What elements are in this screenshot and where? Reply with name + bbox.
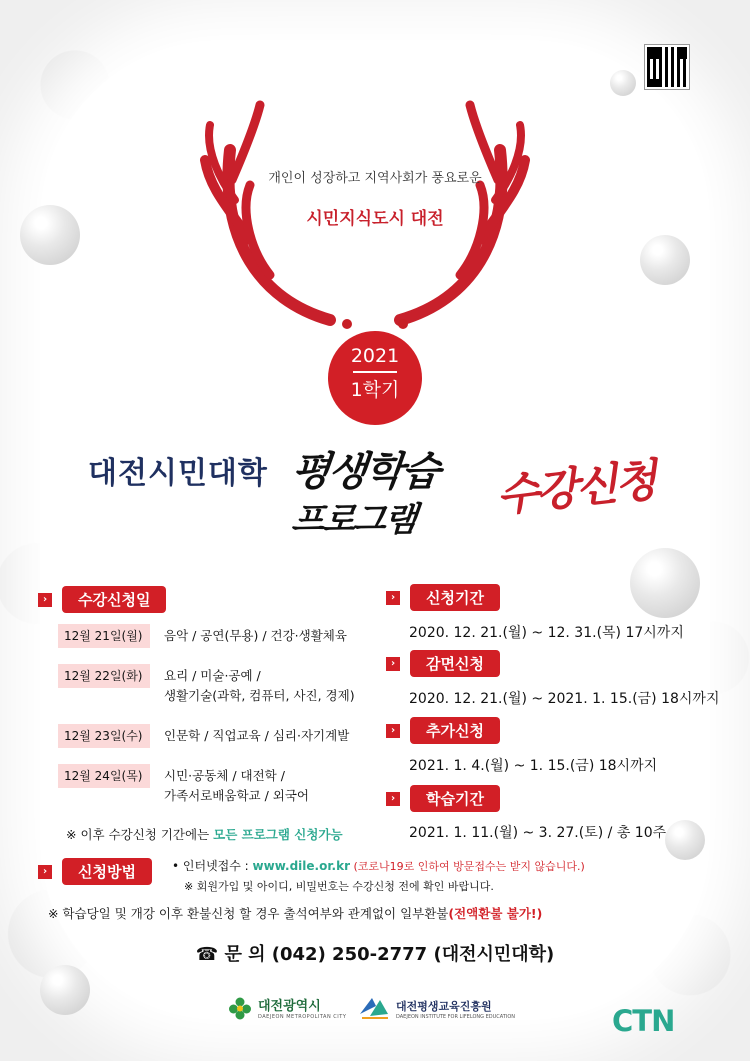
ornament-ball [630, 548, 700, 618]
note-prefix: ※ 이후 수강신청 기간에는 [66, 827, 214, 842]
reindeer-eye-right [398, 319, 408, 329]
daejeon-logo-en: DAEJEON METROPOLITAN CITY [258, 1014, 347, 1020]
ornament-ball [40, 965, 90, 1015]
slogan-title: 시민지식도시 대전 [306, 209, 444, 229]
registration-days-label: 수강신청일 [62, 586, 166, 613]
program-line: 음악 / 공연(무용) / 건강·생활체육 [164, 628, 347, 643]
registration-programs [164, 664, 355, 706]
registration-row [58, 624, 347, 648]
registration-row [58, 664, 355, 706]
semester-badge [328, 331, 422, 425]
reindeer-eye-left [342, 319, 352, 329]
semester-term: 1학기 [350, 378, 400, 401]
registration-date: 12월 22일(화) [58, 664, 150, 688]
chevron-right-icon: › [38, 593, 52, 607]
program-line: 요리 / 미술·공예 / [164, 668, 261, 683]
refund-note [48, 904, 542, 922]
method-label: 신청방법 [62, 858, 152, 885]
chevron-right-icon: › [38, 865, 52, 879]
method-heading [38, 858, 152, 885]
registration-date: 12월 23일(수) [58, 724, 150, 748]
period-heading [386, 717, 500, 744]
registration-programs [164, 624, 347, 648]
daejeon-city-logo[interactable] [228, 995, 346, 1020]
period-label: 신청기간 [410, 584, 500, 611]
phone-icon: ☎ [195, 944, 219, 965]
daejeon-logo-name: 대전광역시 [258, 999, 321, 1014]
title-brush-line2: 프로그램 [289, 500, 418, 540]
period-label: 학습기간 [410, 785, 500, 812]
contact-label: 문 의 [224, 944, 266, 965]
contact-phone[interactable]: (042) 250-2777 [271, 944, 428, 965]
registration-note [66, 825, 343, 843]
period-text: 2021. 1. 4.(월) ~ 1. 15.(금) 18시까지 [409, 758, 658, 774]
chevron-right-icon: › [386, 657, 400, 671]
period-label: 감면신청 [410, 650, 500, 677]
ornament-ball [610, 70, 636, 96]
registration-programs [164, 724, 349, 748]
period-text: 2020. 12. 21.(월) ~ 2021. 1. 15.(금) 18시까지 [409, 691, 720, 707]
contact-line [0, 940, 750, 966]
ornament-ball [665, 820, 705, 860]
dile-logo-name: 대전평생교육진흥원 [396, 999, 492, 1013]
badge-divider [353, 371, 397, 373]
chevron-right-icon: › [386, 591, 400, 605]
semester-year: 2021 [350, 345, 400, 367]
period-text: 2021. 1. 11.(월) ~ 3. 27.(토) / 총 10주 [409, 825, 667, 841]
refund-warning: (전액환불 불가!) [448, 906, 543, 921]
chevron-right-icon: › [386, 792, 400, 806]
program-line: 생활기술(과학, 컴퓨터, 사진, 경제) [164, 688, 355, 703]
title-org: 대전시민대학 [88, 456, 268, 491]
contact-org: (대전시민대학) [433, 944, 555, 965]
program-line: 가족서로배움학교 / 외국어 [164, 788, 309, 803]
chevron-right-icon: › [386, 724, 400, 738]
program-line: 시민·공동체 / 대전학 / [164, 768, 285, 783]
daejeon-emblem-icon [228, 996, 252, 1020]
dile-logo[interactable] [358, 994, 515, 1020]
dile-logo-en: DAEJEON INSTITUTE FOR LIFELONG EDUCATION [396, 1013, 515, 1020]
registration-link[interactable]: www.dile.or.kr [252, 859, 351, 873]
qr-code[interactable] [645, 45, 689, 89]
ornament-ball [640, 235, 690, 285]
refund-text: ※ 학습당일 및 개강 이후 환불신청 할 경우 출석여부와 관계없이 일부환불 [48, 906, 449, 921]
period-label: 추가신청 [410, 717, 500, 744]
period-text: 2020. 12. 21.(월) ~ 12. 31.(목) 17시까지 [409, 625, 684, 641]
online-label: • 인터넷접수 : [172, 859, 253, 873]
period-heading [386, 650, 500, 677]
period-heading [386, 785, 500, 812]
program-line: 인문학 / 직업교육 / 심리·자기계발 [164, 728, 350, 743]
period-heading [386, 584, 500, 611]
registration-programs [164, 764, 309, 806]
note-highlight: 모든 프로그램 신청가능 [213, 827, 343, 842]
title-brush-red: 수강신청 [494, 454, 657, 523]
account-note: ※ 회원가입 및 아이디, 비밀번호는 수강신청 전에 확인 바랍니다. [184, 880, 494, 893]
online-registration [172, 857, 585, 874]
registration-row [58, 724, 349, 748]
registration-days-heading [38, 586, 166, 613]
dile-emblem-icon [358, 994, 392, 1020]
registration-date: 12월 24일(목) [58, 764, 150, 788]
registration-row [58, 764, 309, 806]
online-note: (코로나19로 인하여 방문접수는 받지 않습니다.) [350, 860, 585, 873]
title-brush-line1: 평생학습 [289, 449, 441, 495]
registration-date: 12월 21일(월) [58, 624, 150, 648]
slogan-subtitle: 개인이 성장하고 지역사회가 풍요로운 [268, 171, 482, 186]
ctn-logo[interactable]: CTN [612, 1004, 675, 1038]
